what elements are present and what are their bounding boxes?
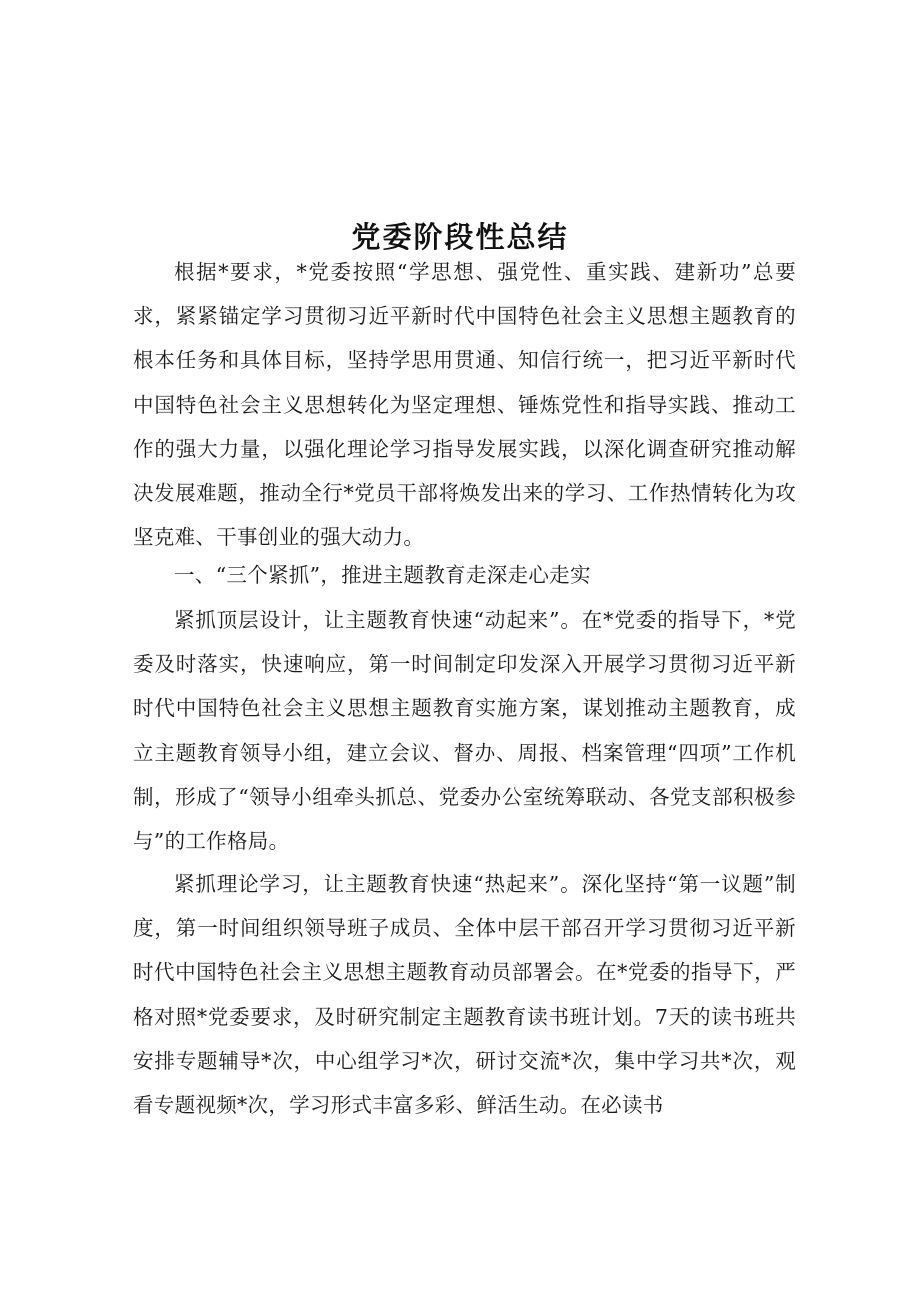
body-paragraph: 紧抓顶层设计，让主题教育快速“动起来”。在*党委的指导下，*党委及时落实，快速响应，第一时间制定印发深入开展学习贯彻习近平新时代中国特色社会主义思想主题教育实施方案，谋划推动主题教育，成立主题教育领导小组，建立会议、督办、周报、档案管理“四项”工作机制，形成了“领导小组牵头抓总、党委办公室统筹联动、各党支部积极参与”的工作格局。 [133, 608, 796, 854]
section-heading: 一、“三个紧抓”，推进主题教育走深走心走实 [174, 563, 591, 587]
intro-paragraph: 根据*要求，*党委按照“学思想、强党性、重实践、建新功”总要求，紧紧锚定学习贯彻习近平新时代中国特色社会主义思想主题教育的根本任务和具体目标，坚持学思用贯通、知信行统一，把习近平新时代中国特色社会主义思想转化为坚定理想、锤炼党性和指导实践、推动工作的强大力量，以强化理论学习指导发展实践，以深化调查研究推动解决发展难题，推动全行*党员干部将焕发出来的学习、工作热情转化为攻坚克难、干事创业的强大动力。 [133, 260, 796, 550]
body-paragraph: 紧抓理论学习，让主题教育快速“热起来”。深化坚持“第一议题”制度，第一时间组织领导班子成员、全体中层干部召开学习贯彻习近平新时代中国特色社会主义思想主题教育动员部署会。在*党委的指导下，严格对照*党委要求，及时研究制定主题教育读书班计划。7天的读书班共安排专题辅导*次，中心组学习*次，研讨交流*次，集中学习共*次，观看专题视频*次，学习形式丰富多彩、鲜活生动。在必读书 [133, 872, 796, 1118]
document-title: 党委阶段性总结 [351, 220, 569, 255]
